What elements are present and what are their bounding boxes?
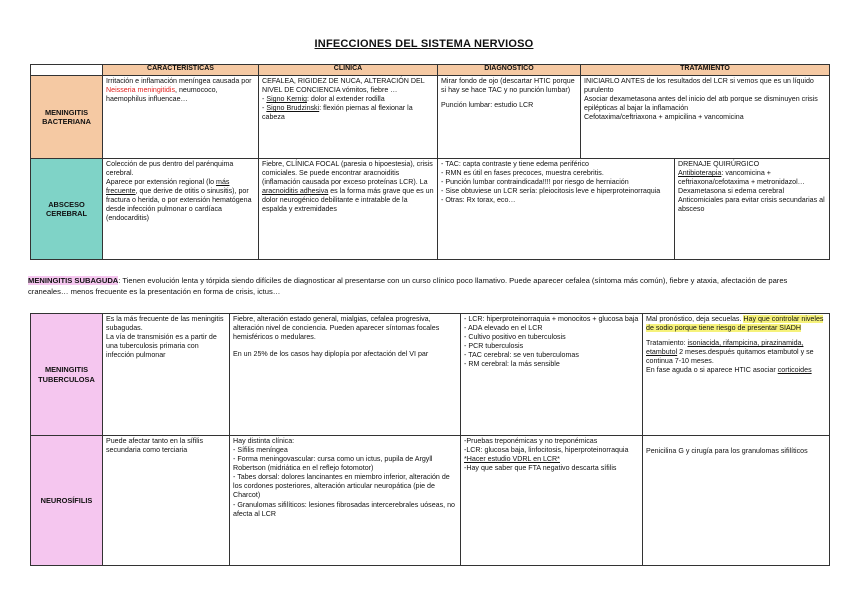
- page-title: INFECCIONES DEL SISTEMA NERVIOSO: [314, 38, 534, 50]
- vdrl-note: *Hacer estudio VDRL en LCR*: [464, 455, 560, 464]
- cell-tratamiento: [643, 436, 830, 566]
- text: Anticomiciales para evitar crisis secundarias al absceso: [678, 196, 825, 214]
- text: En un 25% de los casos hay diplopía por afectación del VI par: [233, 350, 429, 359]
- text: , neumococo, haemophilus influencae…: [106, 86, 218, 104]
- row-label: MENINGITIS TUBERCULOSA: [31, 314, 103, 436]
- row-label: ABSCESO CEREBRAL: [31, 159, 103, 260]
- cell-caracteristicas: [103, 159, 259, 260]
- row-label: MENINGITIS BACTERIANA: [31, 76, 103, 159]
- table-absceso-cerebral: [30, 158, 830, 260]
- text: Fiebre, alteración estado general, mialgias, cefalea progresiva, alteración nivel de conciencia. Pueden aparecer síntomas focales hemisféricos o medulares.: [233, 315, 440, 342]
- text: -LCR: glucosa baja, linfocitosis, hiperproteinorraquia: [464, 446, 629, 455]
- text: Irritación e inflamación meníngea causada por: [106, 77, 252, 85]
- subaguda-tag: MENINGITIS SUBAGUDA: [28, 276, 119, 285]
- text: - LCR: hiperproteinorraquia + monocitos + glucosa baja: [464, 315, 639, 323]
- table-meningitis-bacteriana: [30, 64, 830, 159]
- text: - Otras: Rx torax, eco…: [441, 196, 516, 205]
- header-blank: [31, 65, 103, 76]
- row-meningitis-tuberculosa: [31, 314, 830, 436]
- text: - TAC: capta contraste y tiene edema periférico: [441, 160, 589, 168]
- header-caracteristicas: CARACTERISTICAS: [103, 65, 259, 76]
- text: - Granulomas sifilíticos: lesiones fibrosadas intercerebrales uóseas, no afecta al LCR: [233, 500, 455, 518]
- cell-clinica: [230, 436, 461, 566]
- text: - PCR tuberculosis: [464, 342, 524, 351]
- text: - Sífilis meníngea: [233, 446, 288, 455]
- text: - ADA elevado en el LCR: [464, 324, 543, 333]
- text: CEFALEA, RIGIDEZ DE NUCA, ALTERACIÓN DEL NIVEL DE CONCIENCIA vómitos, fiebre …: [262, 77, 425, 95]
- text: DRENAJE QUIRÚRGICO: [678, 160, 760, 168]
- cell-tratamiento: [675, 159, 830, 260]
- text: - TAC cerebral: se ven tuberculomas: [464, 351, 579, 360]
- text: Colección de pus dentro del parénquima cerebral.: [106, 160, 234, 178]
- text: La vía de transmisión es a partir de una tuberculosis primaria con infección pulmonar: [106, 333, 217, 360]
- cell-diagnostico: [461, 314, 643, 436]
- text: -Hay que saber que FTA negativo descarta sífilis: [464, 464, 617, 473]
- text: Mal pronóstico, deja secuelas. Hay que controlar niveles de sodio porque tiene riesgo de presentar SIADH: [646, 315, 824, 333]
- text: - Sise obtuviese un LCR sería: pleiocitosis leve e hiperproteinorraquia: [441, 187, 661, 196]
- cell-clinica: [230, 314, 461, 436]
- cell-tratamiento: [581, 76, 830, 159]
- meningitis-subaguda-note: [28, 275, 828, 297]
- text: : Tienen evolución lenta y tórpida siendo difíciles de diagnosticar al presentarse con un curso clínico poco llamativo. Puede aparecer cefalea (síntoma más común), fiebre y ataxia, afectación de pares craneales… menos frecuente es la presentación en forma de crisis, ictus…: [28, 276, 788, 296]
- cell-caracteristicas: [103, 76, 259, 159]
- text: Asociar dexametasona antes del inicio del atb porque se disminuyen crisis epilépticas al bajar la inflamación: [584, 95, 818, 113]
- text: INICIARLO ANTES de los resultados del LCR si vemos que es un líquido purulento: [584, 77, 814, 95]
- neisseria-highlight: Neisseria meningitidis: [106, 86, 175, 95]
- siadh-highlight: Hay que controlar niveles de sodio porque tiene riesgo de presentar SIADH: [646, 315, 824, 333]
- text: Tratamiento: isoniacida, rifampicina, pirazinamida, etambutol 2 meses.después quitamos etambutol y se continua 7-10 meses.: [646, 339, 814, 366]
- text: - Tabes dorsal: dolores lancinantes en miembro inferior, alteración de los cordones posteriores, alteración articular neuropática (pie de Charcot): [233, 473, 450, 500]
- header-row: [31, 65, 830, 76]
- text: Aparece por extensión regional (lo más frecuente, que derive de otitis o sinusitis), por fractura o herida, o por extensión hematógena desde infección pulmonar o cardíaca (endocarditis): [106, 178, 252, 223]
- text: Cefotaxima/ceftriaxona + ampicilina + vancomicina: [584, 113, 744, 122]
- text: - RMN es útil en fases precoces, muestra cerebritis.: [441, 169, 604, 178]
- cell-diagnostico: [461, 436, 643, 566]
- text: Antibioterapia: vancomicina + ceftriaxona/cefotaxima + metronidazol…: [678, 169, 805, 187]
- cell-caracteristicas: Puede afectar tanto en la sífilis secundaria como terciaria: [103, 436, 230, 566]
- text: - Punción lumbar contraindicada!!!! por riesgo de herniación: [441, 178, 629, 187]
- header-diagnostico: DIAGNÓSTICO: [438, 65, 581, 76]
- row-label: NEUROSÍFILIS: [31, 436, 103, 566]
- cell-diagnostico: [438, 76, 581, 159]
- header-clinica: CLÍNICA: [259, 65, 438, 76]
- text: Punción lumbar: estudio LCR: [441, 101, 534, 110]
- text: Dexametasona si edema cerebral: [678, 187, 785, 196]
- row-absceso-cerebral: [31, 159, 830, 260]
- text: - RM cerebral: la más sensible: [464, 360, 560, 369]
- signo-brudzinski: - Signo Brudzinski: flexión piernas al flexionar la cabeza: [262, 104, 413, 122]
- text: -Pruebas treponémicas y no treponémicas: [464, 437, 598, 445]
- cell-clinica: [259, 76, 438, 159]
- row-neurosifilis: [31, 436, 830, 566]
- header-tratamiento: TRATAMIENTO: [581, 65, 830, 76]
- table-meningitis-subagudas: [30, 313, 830, 566]
- text: En fase aguda o si aparece HTIC asociar corticoides: [646, 366, 812, 375]
- text: - Cultivo positivo en tuberculosis: [464, 333, 566, 342]
- text: Mirar fondo de ojo (descartar HTIC porque si hay se hace TAC y no punción lumbar): [441, 77, 575, 95]
- cell-tratamiento: [643, 314, 830, 436]
- text: Hay distinta clínica:: [233, 437, 295, 445]
- text: - Forma meningovascular: cursa como un ictus, pupila de Argyll Robertson (midriática en el reflejo fotomotor): [233, 455, 433, 473]
- signo-kernig: - Signo Kernig: dolor al extender rodilla: [262, 95, 385, 104]
- cell-diagnostico: [438, 159, 675, 260]
- row-meningitis-bacteriana: [31, 76, 830, 159]
- text: Penicilina G y cirugía para los granulomas sifilíticos: [646, 447, 808, 455]
- cell-caracteristicas: [103, 314, 230, 436]
- text: Es la más frecuente de las meningitis subagudas.: [106, 315, 224, 333]
- cell-clinica: Fiebre, CLÍNICA FOCAL (paresia o hipoestesia), crisis comiciales. Se puede encontrar aracnoiditis (inflamación causada por exceso proteínas LCR). La aracnoiditis adhesiva es la forma más grave que es un dolor neurogénico debilitante e intratable de la espalda y extremidades: [259, 159, 438, 260]
